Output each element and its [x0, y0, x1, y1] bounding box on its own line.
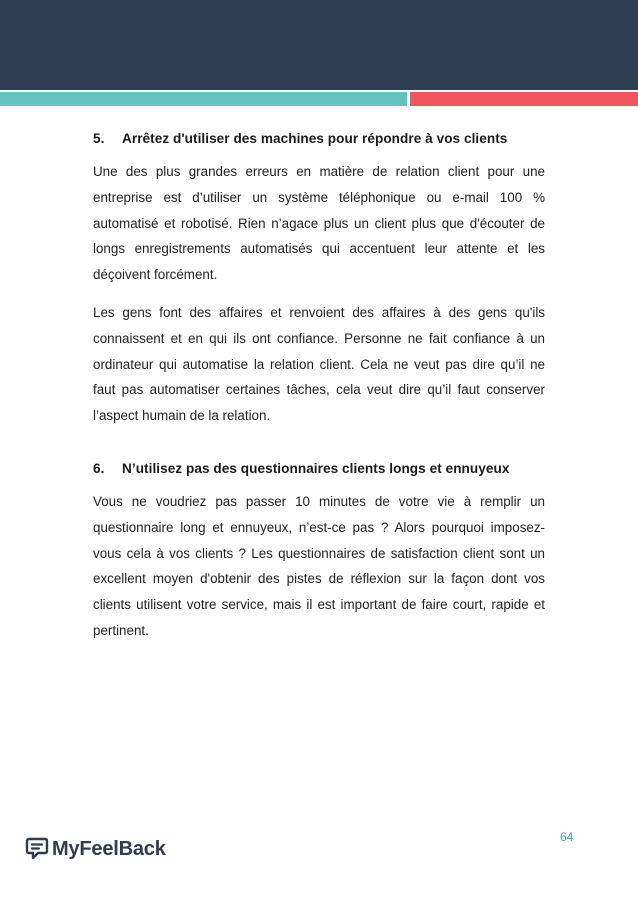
section-title: Arrêtez d'utiliser des machines pour répondre à vos clients [122, 131, 508, 146]
accent-bar-teal [0, 92, 407, 106]
section-heading [93, 461, 545, 476]
speech-bubble-icon [25, 836, 49, 862]
brand-logo [25, 836, 166, 862]
section-5 [93, 131, 545, 429]
paragraph: Les gens font des affaires et renvoient des affaires à des gens qu'ils connaissent et en qui ils ont confiance. Personne ne fait confiance à un ordinateur qui automatise la relation client. Cela ne veut pas dire qu’il ne faut pas automatiser certaines tâches, cela veut dire qu’il faut conserver l’aspect humain de la relation. [93, 304, 545, 424]
section-number: 5. [93, 131, 105, 146]
section-title: N’utilisez pas des questionnaires clients longs et ennuyeux [122, 461, 510, 476]
brand-name: MyFeelBack [52, 837, 166, 860]
page-number: 64 [560, 830, 574, 844]
paragraph: Une des plus grandes erreurs en matière de relation client pour une entreprise est d’utiliser un système téléphonique ou e-mail 100 % automatisé et robotisé. Rien n’agace plus un client plus que d'écouter de longs enregistrements automatisés qui accentuent leur attente et les déçoivent forcément. [93, 164, 545, 283]
header-band [0, 0, 638, 90]
section-heading [93, 131, 545, 146]
accent-bar-coral [410, 92, 638, 106]
section-number: 6. [93, 461, 105, 476]
section-6 [93, 461, 545, 644]
paragraph: Vous ne voudriez pas passer 10 minutes de votre vie à remplir un questionnaire long et ennuyeux, n’est-ce pas ? Alors pourquoi imposez-vous cela à vos clients ? Les questionnaires de satisfaction client sont un excellent moyen d'obtenir des pistes de réflexion sur la façon dont vos clients utilisent votre service, mais il est important de faire court, rapide et pertinent. [93, 494, 545, 638]
